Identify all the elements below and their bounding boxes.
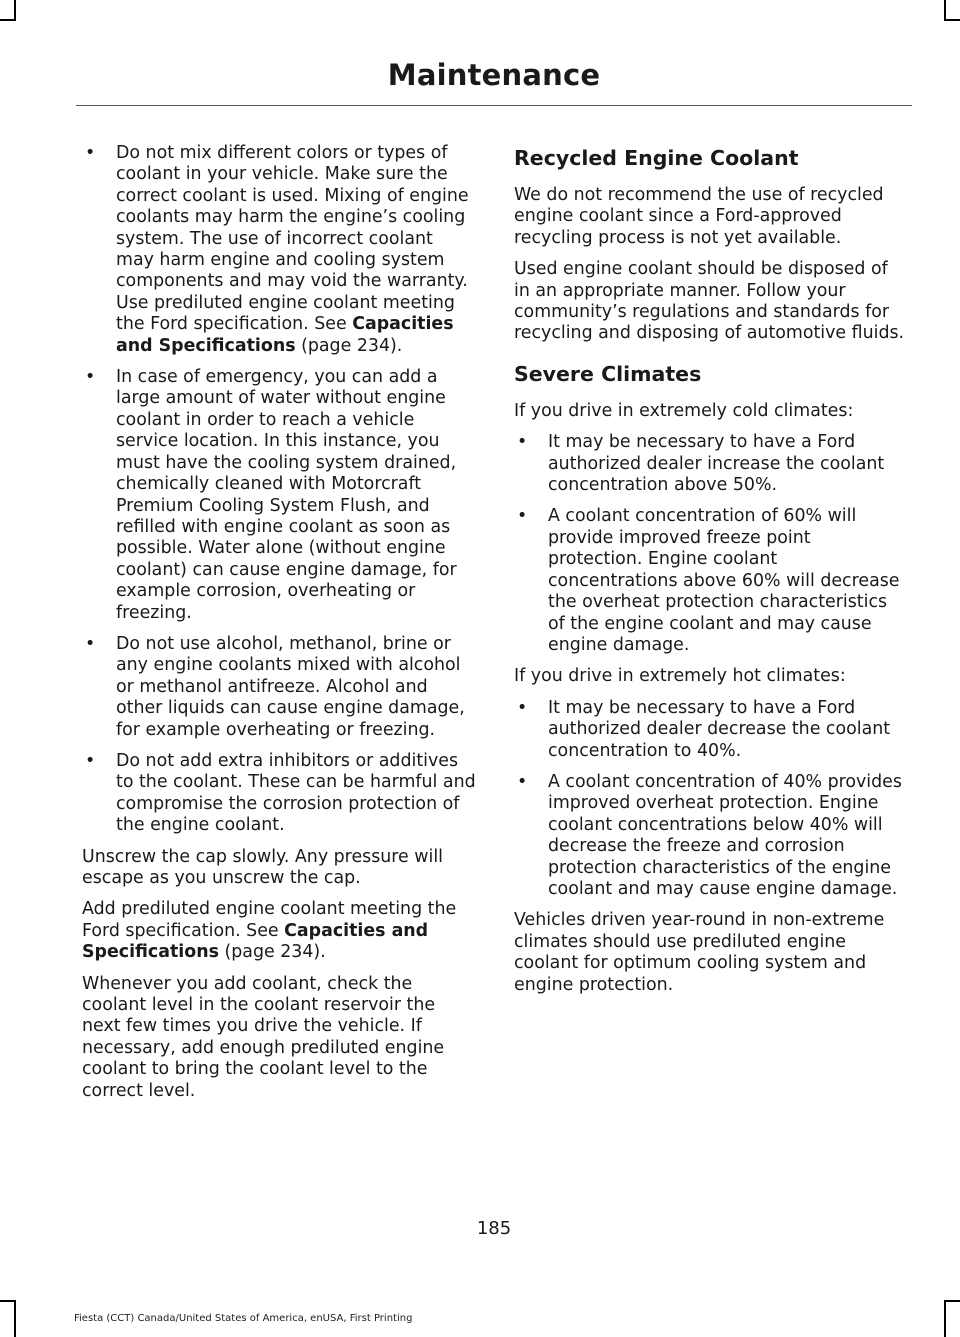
cold-climates-paragraph: If you drive in extremely cold climates: (514, 400, 854, 421)
page-title: Maintenance (387, 58, 601, 92)
list-item-text: A coolant concentration of 60% will provide improved freeze point protection. Engine coolant concentrations above 60% will decrease the overheat protection characteristics of the engine coolant and may cause engine damage. (548, 506, 900, 655)
page-reference: (page 234). (218, 942, 326, 963)
check-level-paragraph: Whenever you add coolant, check the coolant level in the coolant reservoir the next few times you drive the vehicle. If necessary, add enough prediluted engine coolant to bring the coolant level to the correct level. (82, 973, 445, 1101)
list-item (82, 143, 476, 357)
header-divider (76, 105, 912, 106)
disposal-paragraph: Used engine coolant should be disposed of in an appropriate manner. Follow your community’s regulations and standards for recycling and disposing of automotive fluids. (514, 259, 905, 344)
list-item-text: It may be necessary to have a Ford authorized dealer increase the coolant concentration above 50%. (548, 432, 885, 496)
bullet-icon: • (517, 771, 528, 792)
list-item (514, 432, 909, 496)
list-item (82, 367, 476, 624)
crop-mark (944, 1300, 960, 1302)
severe-climates-heading: Severe Climates (514, 361, 702, 386)
list-item-text: It may be necessary to have a Ford authorized dealer decrease the coolant concentration to 40%. (548, 697, 891, 761)
cold-climate-list (514, 432, 909, 656)
crop-mark (0, 19, 16, 21)
list-item (82, 634, 476, 741)
bullet-icon: • (85, 750, 96, 771)
list-item-text: Do not use alcohol, methanol, brine or any engine coolants mixed with alcohol or methanol antifreeze. Alcohol and other liquids can cause engine damage, for example overheating or freezing. (116, 633, 465, 740)
crop-mark (14, 1300, 16, 1337)
bullet-icon: • (85, 143, 96, 163)
coolant-warning-list (82, 143, 476, 837)
right-column (514, 145, 909, 1006)
bullet-icon: • (517, 432, 528, 453)
crop-mark (944, 1300, 946, 1337)
list-item (514, 506, 909, 656)
recycled-recommend-paragraph: We do not recommend the use of recycled engine coolant since a Ford-approved recycling process is not yet available. (514, 185, 884, 248)
list-item-text: A coolant concentration of 40% provides improved overheat protection. Engine coolant concentrations below 40% will decrease the freeze and corrosion protection characteristics of the engine coolant and may cause engine damage. (548, 771, 902, 899)
crop-mark (0, 1300, 16, 1302)
hot-climate-list (514, 698, 909, 901)
bullet-icon: • (85, 633, 96, 654)
list-item (82, 751, 476, 837)
hot-climates-paragraph: If you drive in extremely hot climates: (514, 666, 846, 687)
list-item-text: In case of emergency, you can add a large amount of water without engine coolant in order to reach a vehicle service location. In this instance, you must have the cooling system drained, chemically cleaned with Motorcraft Premium Cooling System Flush, and refilled with engine coolant as soon as possible. Water alone (without engine coolant) can cause engine damage, for example corrosion, overheating or freezing. (116, 367, 457, 623)
non-extreme-paragraph: Vehicles driven year-round in non-extreme climates should use prediluted engine coolant for optimum cooling system and engine protection. (514, 910, 885, 995)
bullet-icon: • (85, 367, 96, 388)
recycled-coolant-heading: Recycled Engine Coolant (514, 146, 799, 170)
list-item (514, 772, 909, 900)
list-item-text: Do not add extra inhibitors or additives to the coolant. These can be harmful and compromise the corrosion protection of the engine coolant. (116, 750, 476, 836)
capacities-link[interactable]: Capacities and Specifications (116, 314, 454, 356)
page-reference: (page 234). (295, 335, 403, 356)
left-column (82, 143, 476, 1112)
crop-mark (944, 19, 960, 21)
crop-mark (14, 0, 16, 20)
paragraph-text: Add prediluted engine coolant meeting the Ford specification. See (82, 899, 457, 941)
list-item-text: Do not mix different colors or types of coolant in your vehicle. Make sure the correct coolant is used. Mixing of engine coolants may harm the engine’s cooling system. The use of incorrect coolant may harm engine and cooling system components and may void the warranty. Use prediluted engine coolant meeting the Ford specification. See (116, 143, 469, 335)
page-number: 185 (476, 1218, 512, 1239)
capacities-link[interactable]: Capacities and Specifications (82, 920, 429, 963)
bullet-icon: • (517, 506, 528, 527)
unscrew-paragraph: Unscrew the cap slowly. Any pressure will escape as you unscrew the cap. (82, 846, 443, 888)
list-item (514, 698, 909, 762)
crop-mark (944, 0, 946, 20)
print-footer: Fiesta (CCT) Canada/United States of America, enUSA, First Printing (74, 1313, 413, 1324)
add-coolant-paragraph (82, 899, 476, 963)
bullet-icon: • (517, 697, 528, 718)
